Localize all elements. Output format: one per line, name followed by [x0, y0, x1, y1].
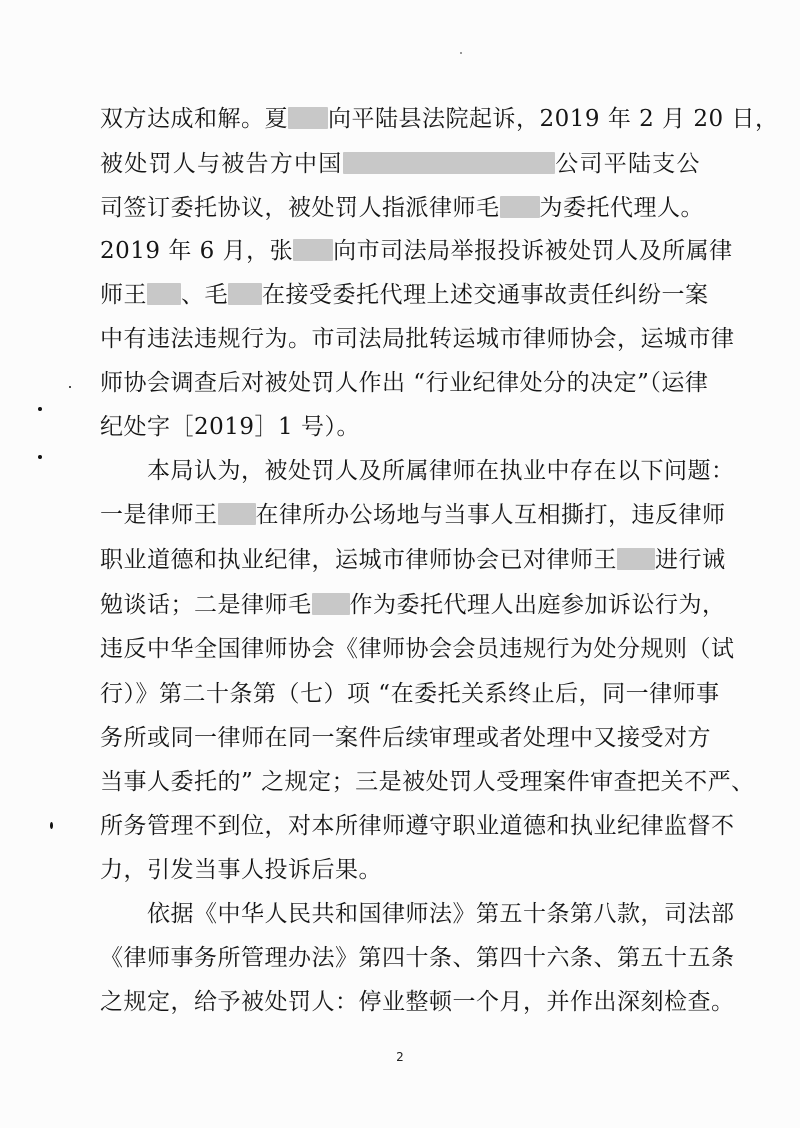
text-line	[100, 317, 735, 361]
scan-speck	[38, 407, 42, 411]
line-text: 本局认为，被处罚人及所属律师在执业中存在以下问题：	[100, 458, 735, 484]
line-text: 双方达成和解。夏	[100, 106, 288, 132]
text-line	[100, 760, 755, 804]
text-line	[100, 892, 735, 936]
line-text: 在接受委托代理上述交通事故责任纠纷一案	[262, 282, 709, 308]
text-line	[100, 980, 735, 1024]
text-line	[100, 361, 709, 405]
line-text: 进行诫	[655, 547, 726, 573]
scan-speck	[38, 455, 42, 459]
line-text: 公司平陆支公	[554, 151, 700, 177]
text-line	[100, 186, 704, 230]
line-text: 之规定，给予被处罚人：停业整顿一个月，并作出深刻检查。	[100, 989, 735, 1015]
text-line	[100, 273, 709, 317]
redacted-name	[312, 593, 350, 615]
line-text: 作为委托代理人出庭参加诉讼行为，	[349, 592, 726, 618]
text-line	[100, 538, 726, 582]
line-text: 在律所办公场地与当事人互相撕打，违反律师	[255, 502, 726, 528]
line-text: 纪处字［2019］1 号）。	[100, 414, 360, 440]
line-text: 《律师事务所管理办法》第四十条、第四十六条、第五十五条	[100, 945, 735, 971]
text-line	[100, 804, 735, 848]
line-text: 被处罚人与被告方中国	[100, 151, 343, 177]
line-text: 一是律师王	[100, 502, 218, 528]
text-line	[100, 627, 735, 671]
line-text: 勉谈话；二是律师毛	[100, 592, 312, 618]
scan-speck	[50, 822, 53, 829]
text-line	[100, 97, 779, 141]
line-text: 务所或同一律师在同一案件后续审理或者处理中又接受对方	[100, 725, 711, 751]
line-text: 行）》第二十条第（七）项 “在委托关系终止后，同一律师事	[100, 681, 720, 707]
line-text: 中有违法违规行为。市司法局批转运城市律师协会，运城市律	[100, 326, 735, 352]
line-text: 向市司法局举报投诉被处罚人及所属律	[333, 238, 733, 264]
line-text: 为委托代理人。	[539, 195, 704, 221]
redacted-name	[228, 283, 262, 305]
text-line	[100, 583, 726, 627]
text-line	[100, 229, 733, 273]
line-text: 2019 年 6 月，张	[100, 238, 294, 264]
page-number: 2	[396, 1050, 404, 1064]
line-text: 力，引发当事人投诉后果。	[100, 857, 382, 883]
line-text: 师协会调查后对被处罚人作出 “行业纪律处分的决定”（运律	[100, 370, 709, 396]
redacted-name	[293, 239, 333, 261]
redacted-company	[343, 152, 555, 174]
line-text: 违反中华全国律师协会《律师协会会员违规行为处分规则（试	[100, 636, 735, 662]
redacted-name	[147, 283, 181, 305]
line-text: 师王	[100, 282, 147, 308]
text-line	[100, 848, 700, 892]
line-text: 、毛	[181, 282, 228, 308]
redacted-name	[500, 196, 540, 218]
scan-speck	[460, 52, 462, 54]
redacted-name	[218, 503, 256, 525]
line-text: 所务管理不到位，对本所律师遵守职业道德和执业纪律监督不	[100, 813, 735, 839]
text-line	[100, 493, 726, 537]
line-text: 职业道德和执业纪律，运城市律师协会已对律师王	[100, 547, 617, 573]
line-text: 依据《中华人民共和国律师法》第五十条第八款，司法部	[100, 901, 735, 927]
redacted-name	[617, 548, 655, 570]
text-line	[100, 405, 700, 449]
text-line	[100, 672, 720, 716]
line-text: 向平陆县法院起诉，2019 年 2 月 20 日，	[328, 106, 779, 132]
text-line	[100, 449, 735, 493]
scan-speck	[69, 386, 71, 388]
text-line	[100, 716, 711, 760]
text-line	[100, 936, 735, 980]
redacted-name	[288, 107, 328, 129]
line-text: 司签订委托协议，被处罚人指派律师毛	[100, 195, 500, 221]
line-text: 当事人委托的” 之规定；三是被处罚人受理案件审查把关不严、	[100, 769, 755, 795]
text-line	[100, 142, 700, 186]
